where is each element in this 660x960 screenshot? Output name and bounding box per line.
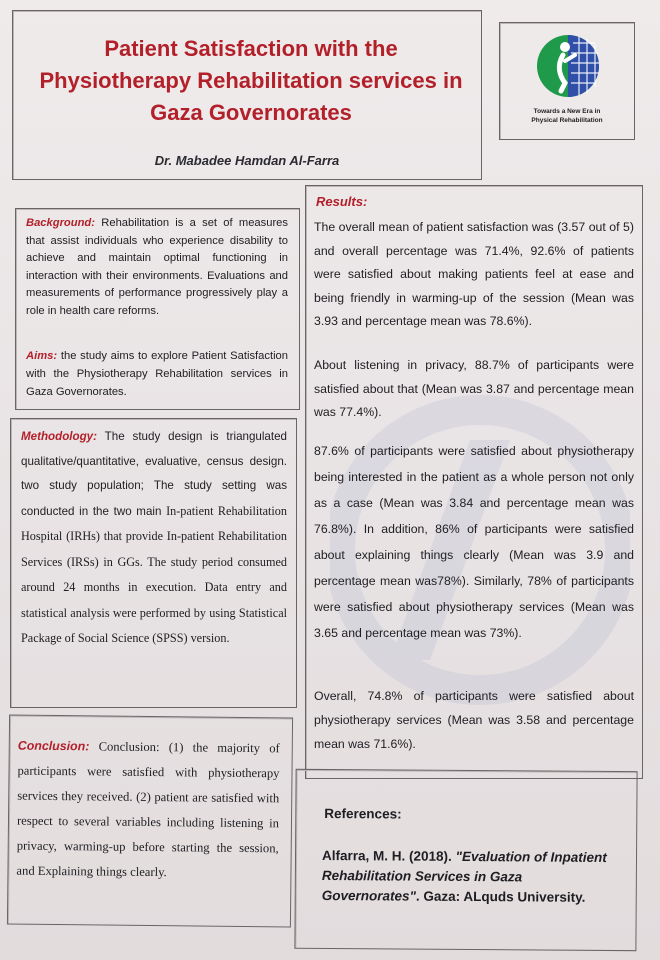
background-section <box>26 215 288 321</box>
background-text: Rehabilitation is a set of measures that assist individuals who experience disability to achieve and maintain optimal functioning in interaction with their environments. Evaluations and measurements of performance progressively play a role in health care reforms. <box>26 217 289 317</box>
aims-section <box>26 347 288 401</box>
results-paragraph-1: The overall mean of patient satisfaction was (3.57 out of 5) and overall percentage was 71.4%, 92.6% of patients were satisfied about making patients feel at ease and being friendly in warming-up of the session (Mean was 3.93 and percentage mean was 78.6%). <box>314 220 634 328</box>
logo-panel <box>499 22 635 140</box>
tagline-line-2: Physical Rehabilitation <box>531 117 603 124</box>
tagline-line-1: Towards a New Era in <box>533 108 601 115</box>
methodology-label: Methodology: <box>21 430 97 443</box>
conclusion-panel <box>7 715 293 928</box>
title-panel <box>12 10 482 180</box>
references-panel <box>294 769 637 951</box>
reference-entry <box>322 846 618 908</box>
conclusion-section <box>16 734 280 887</box>
aims-text: the study aims to explore Patient Satisfaction with the Physiotherapy Rehabilitation services in Gaza Governorates. <box>26 350 289 398</box>
methodology-lead: The study design is triangulated qualitative/quantitative, evaluative, census design. two study population; The study setting was conducted in the two main <box>21 430 287 518</box>
reference-title: "Evaluation of Inpatient Rehabilitation Services in Gaza Governorates" <box>321 848 607 904</box>
results-paragraph-2: About listening in privacy, 88.7% of participants were satisfied about that (Mean was 3.87 and percentage mean was 77.4%). <box>314 358 634 419</box>
methodology-panel <box>10 418 297 708</box>
references-heading: References: <box>324 806 402 822</box>
poster-title: Patient Satisfaction with the Physiotherapy Rehabilitation services in Gaza Governorates <box>39 36 463 125</box>
aims-label: Aims: <box>26 350 58 362</box>
methodology-section <box>21 425 287 652</box>
rehabilitation-logo-icon <box>535 33 601 99</box>
conclusion-label: Conclusion: <box>17 738 90 754</box>
background-aims-panel <box>15 208 300 410</box>
results-paragraph-3: 87.6% of participants were satisfied about physiotherapy being interested in the patient as a whole person not only as a case (Mean was 3.84 and percentage mean was 76.8%). In addition, 86% of participants were satisfied about explaining things clearly (Mean was 3.9 and percentage mean was78%). Similarly, 78% of participants were satisfied about physiotherapy services (Mean was 3.65 and percentage mean was 73%). <box>314 444 634 640</box>
reference-publisher: . Gaza: ALquds University. <box>415 888 586 905</box>
results-paragraph-4: Overall, 74.8% of participants were satisfied about physiotherapy services (Mean was 3.58 and percentage mean was 71.6%). <box>314 689 634 751</box>
reference-author-year: Alfarra, M. H. (2018). <box>321 847 452 864</box>
author-name: Dr. Mabadee Hamdan Al-Farra <box>154 153 340 168</box>
logo-tagline <box>500 107 634 125</box>
results-panel <box>305 185 643 779</box>
background-label: Background: <box>26 217 95 229</box>
methodology-body: In-patient Rehabilitation Hospital (IRHs) that provide In-patient Rehabilitation Services (IRSs) in GGs. The study period consumed around 24 months in execution. Data entry and statistical analysis were performed by using Statistical Package of Social Science (SPSS) version. <box>21 503 287 645</box>
conclusion-text: Conclusion: (1) the majority of participants were satisfied with physiotherapy services they received. (2) patient are satisfied with respect to several variables including listening in privacy, warming-up before starting the session, and Explaining things clearly. <box>16 739 280 880</box>
results-heading: Results: <box>316 194 368 209</box>
